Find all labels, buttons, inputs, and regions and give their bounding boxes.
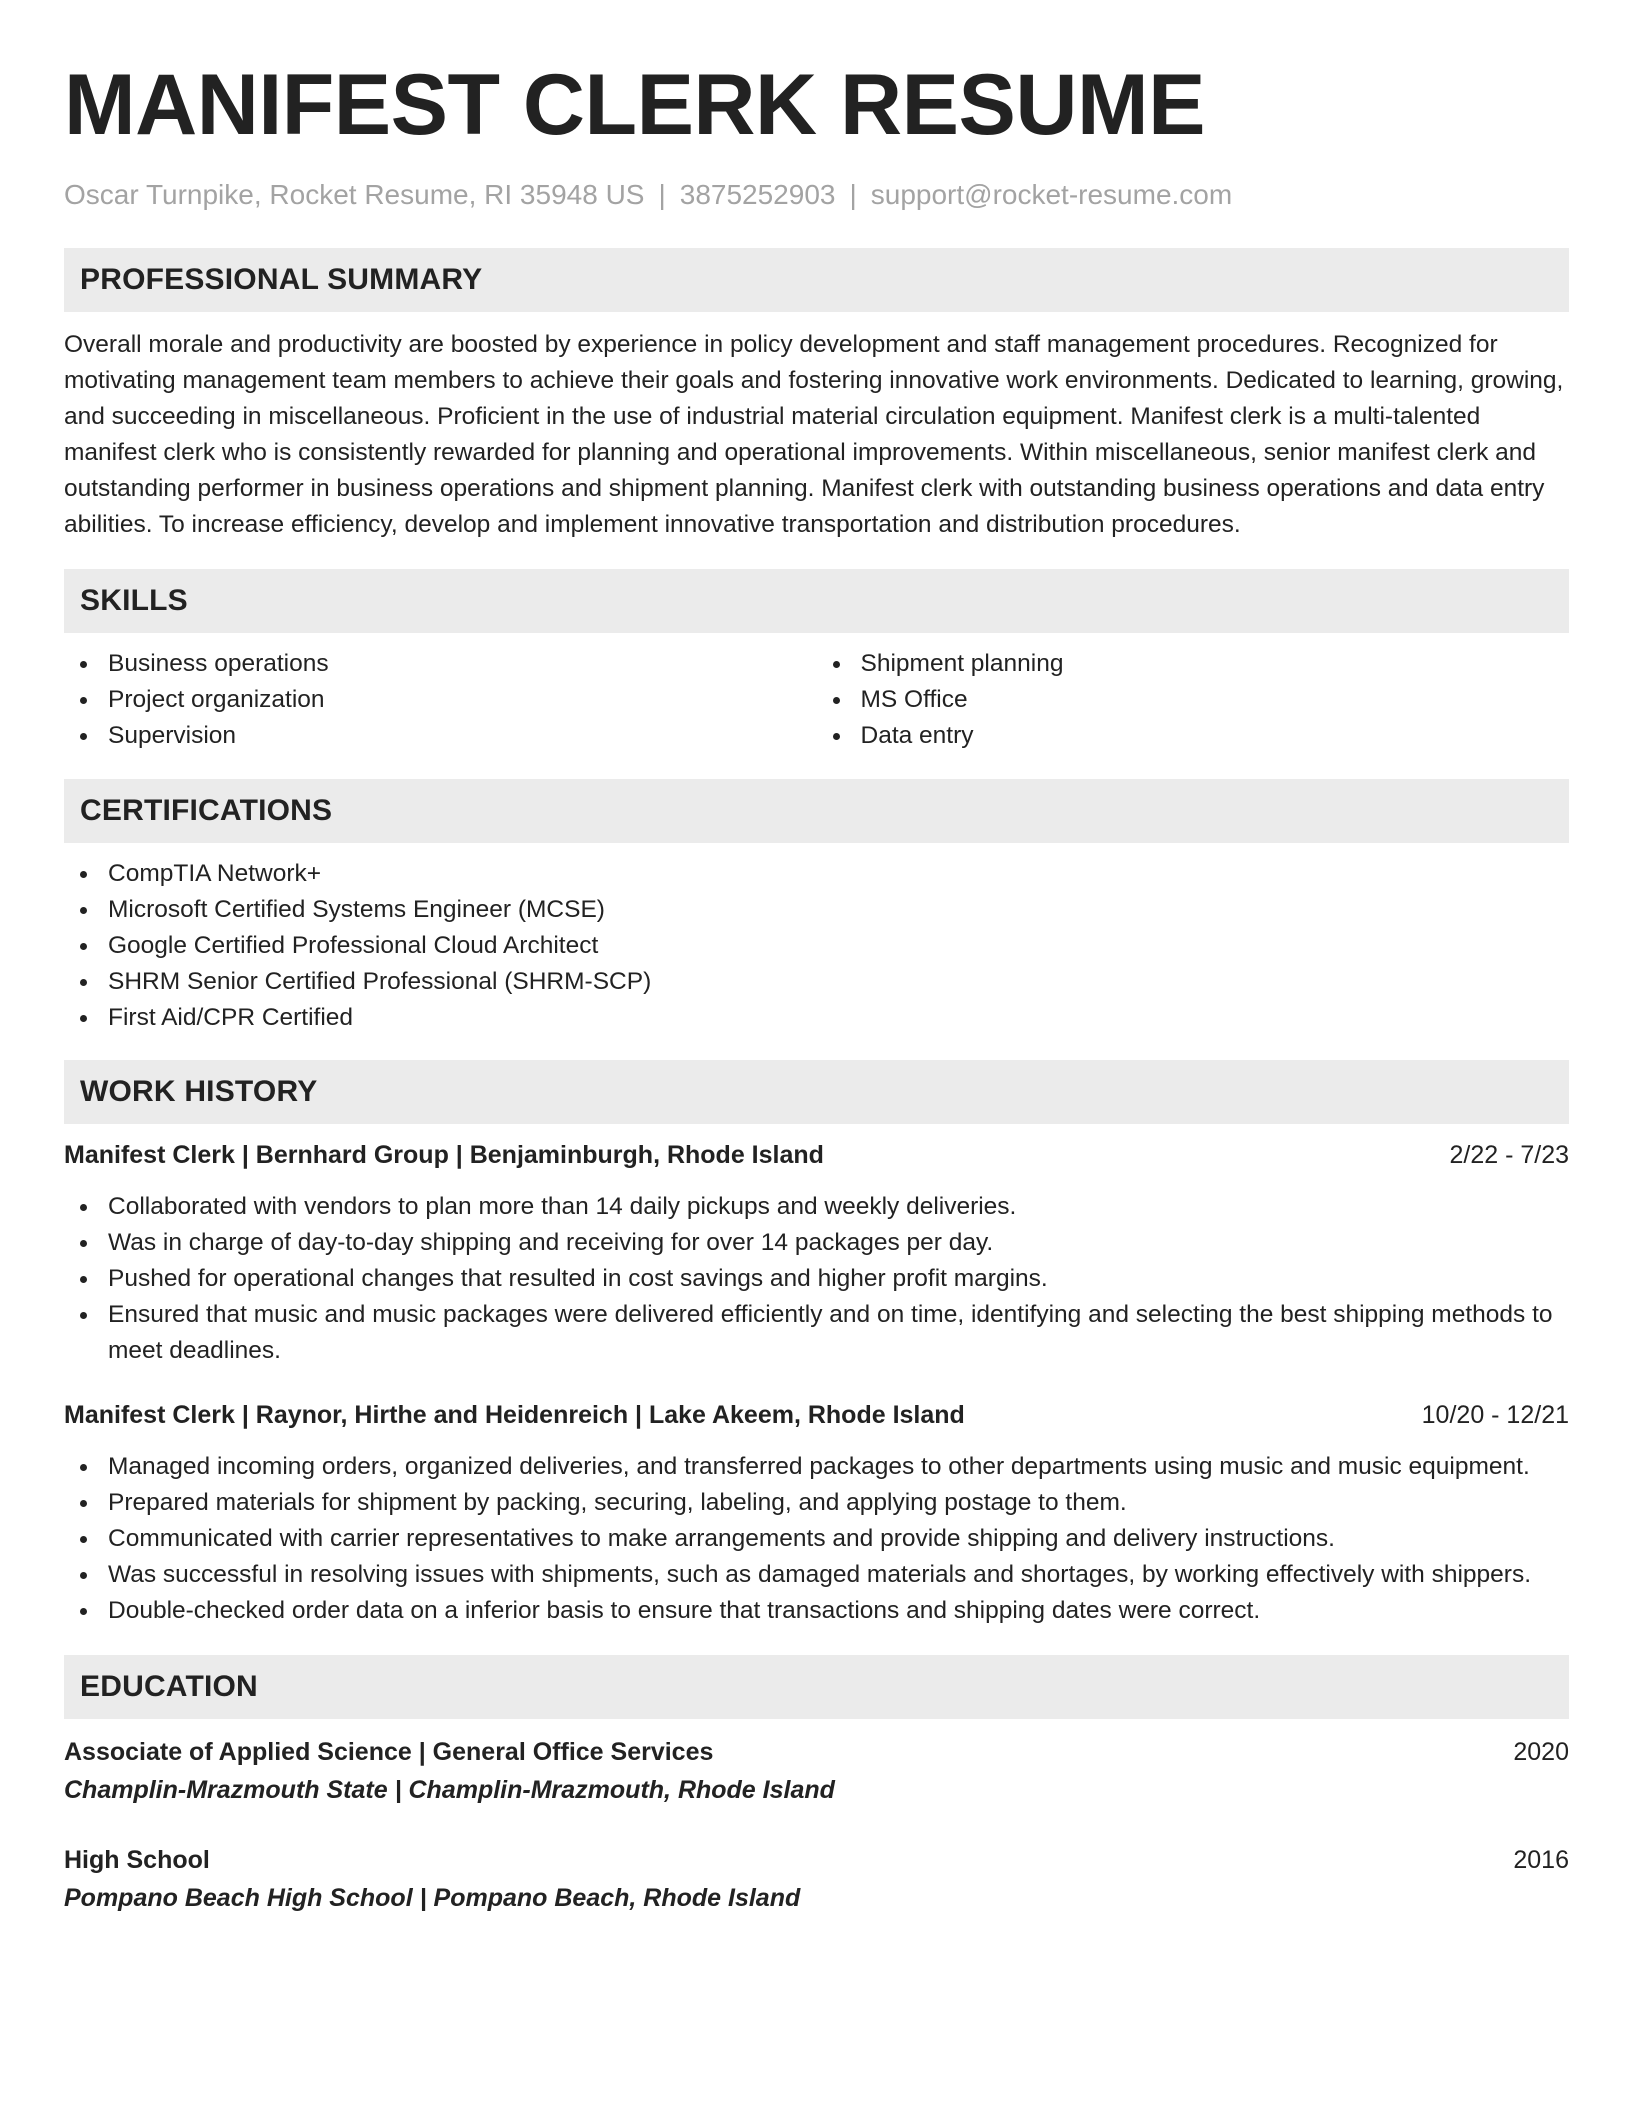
skills-list	[64, 646, 1569, 754]
job-dates: 2/22 - 7/23	[1449, 1140, 1569, 1169]
contact-email: support@rocket-resume.com	[870, 179, 1233, 210]
contact-phone: 3875252903	[679, 179, 836, 210]
contact-address: Oscar Turnpike, Rocket Resume, RI 35948 US	[64, 179, 645, 210]
work-heading: WORK HISTORY	[64, 1060, 1569, 1124]
education-heading: EDUCATION	[64, 1655, 1569, 1719]
job-duty: Communicated with carrier representatives to make arrangements and provide shipping and delivery instructions.	[64, 1521, 1569, 1557]
summary-heading: PROFESSIONAL SUMMARY	[64, 248, 1569, 312]
certification-item: SHRM Senior Certified Professional (SHRM-SCP)	[64, 964, 1569, 1000]
job-duty: Collaborated with vendors to plan more than 14 daily pickups and weekly deliveries.	[64, 1189, 1569, 1225]
skill-item: Data entry	[817, 718, 1570, 754]
skills-column-left	[64, 646, 817, 754]
job-duty: Prepared materials for shipment by packing, securing, labeling, and applying postage to them.	[64, 1485, 1569, 1521]
job-entry	[64, 1137, 1569, 1369]
education-degree: Associate of Applied Science | General Office Services	[64, 1737, 714, 1766]
education-entry	[64, 1734, 1569, 1808]
skills-column-right	[817, 646, 1570, 754]
skill-item: Shipment planning	[817, 646, 1570, 682]
job-duty: Was in charge of day-to-day shipping and receiving for over 14 packages per day.	[64, 1225, 1569, 1261]
certifications-heading: CERTIFICATIONS	[64, 779, 1569, 843]
skill-item: Business operations	[64, 646, 817, 682]
job-duty: Ensured that music and music packages were delivered efficiently and on time, identifying and selecting the best shipping methods to meet deadlines.	[64, 1297, 1569, 1369]
contact-separator: |	[658, 179, 666, 210]
contact-line	[64, 178, 1569, 212]
job-header	[64, 1137, 1569, 1173]
job-duties	[64, 1189, 1569, 1369]
job-duty: Was successful in resolving issues with shipments, such as damaged materials and shortages, by working effectively with shippers.	[64, 1557, 1569, 1593]
job-header	[64, 1397, 1569, 1433]
skill-item: MS Office	[817, 682, 1570, 718]
job-duties	[64, 1449, 1569, 1629]
education-entry	[64, 1842, 1569, 1916]
certifications-list	[64, 856, 1569, 1036]
skill-item: Supervision	[64, 718, 817, 754]
education-year: 2016	[1513, 1845, 1569, 1874]
summary-text: Overall morale and productivity are boosted by experience in policy development and staff management procedures. Recognized for motivating management team members to achieve their goals and fostering innovative work environments. Dedicated to learning, growing, and succeeding in miscellaneous. Proficient in the use of industrial material circulation equipment. Manifest clerk is a multi-talented manifest clerk who is consistently rewarded for planning and operational improvements. Within miscellaneous, senior manifest clerk and outstanding performer in business operations and shipment planning. Manifest clerk with outstanding business operations and data entry abilities. To increase efficiency, develop and implement innovative transportation and distribution procedures.	[64, 330, 1564, 538]
contact-separator: |	[849, 179, 857, 210]
education-school: Pompano Beach High School | Pompano Beach, Rhode Island	[64, 1883, 801, 1912]
certification-item: First Aid/CPR Certified	[64, 1000, 1569, 1036]
skill-item: Project organization	[64, 682, 817, 718]
job-title: Manifest Clerk | Raynor, Hirthe and Heidenreich | Lake Akeem, Rhode Island	[64, 1400, 965, 1429]
education-year: 2020	[1513, 1737, 1569, 1766]
education-degree: High School	[64, 1845, 210, 1874]
job-title: Manifest Clerk | Bernhard Group | Benjaminburgh, Rhode Island	[64, 1140, 824, 1169]
education-header	[64, 1734, 1569, 1770]
job-duty: Managed incoming orders, organized deliveries, and transferred packages to other departments using music and music equipment.	[64, 1449, 1569, 1485]
skills-heading: SKILLS	[64, 569, 1569, 633]
education-school: Champlin-Mrazmouth State | Champlin-Mrazmouth, Rhode Island	[64, 1775, 835, 1804]
job-dates: 10/20 - 12/21	[1421, 1400, 1569, 1429]
job-duty: Pushed for operational changes that resulted in cost savings and higher profit margins.	[64, 1261, 1569, 1297]
job-duty: Double-checked order data on a inferior basis to ensure that transactions and shipping dates were correct.	[64, 1593, 1569, 1629]
education-header	[64, 1842, 1569, 1878]
certification-item: CompTIA Network+	[64, 856, 1569, 892]
certification-item: Google Certified Professional Cloud Architect	[64, 928, 1569, 964]
job-entry	[64, 1397, 1569, 1629]
resume-title: MANIFEST CLERK RESUME	[64, 57, 1205, 153]
certification-item: Microsoft Certified Systems Engineer (MCSE)	[64, 892, 1569, 928]
